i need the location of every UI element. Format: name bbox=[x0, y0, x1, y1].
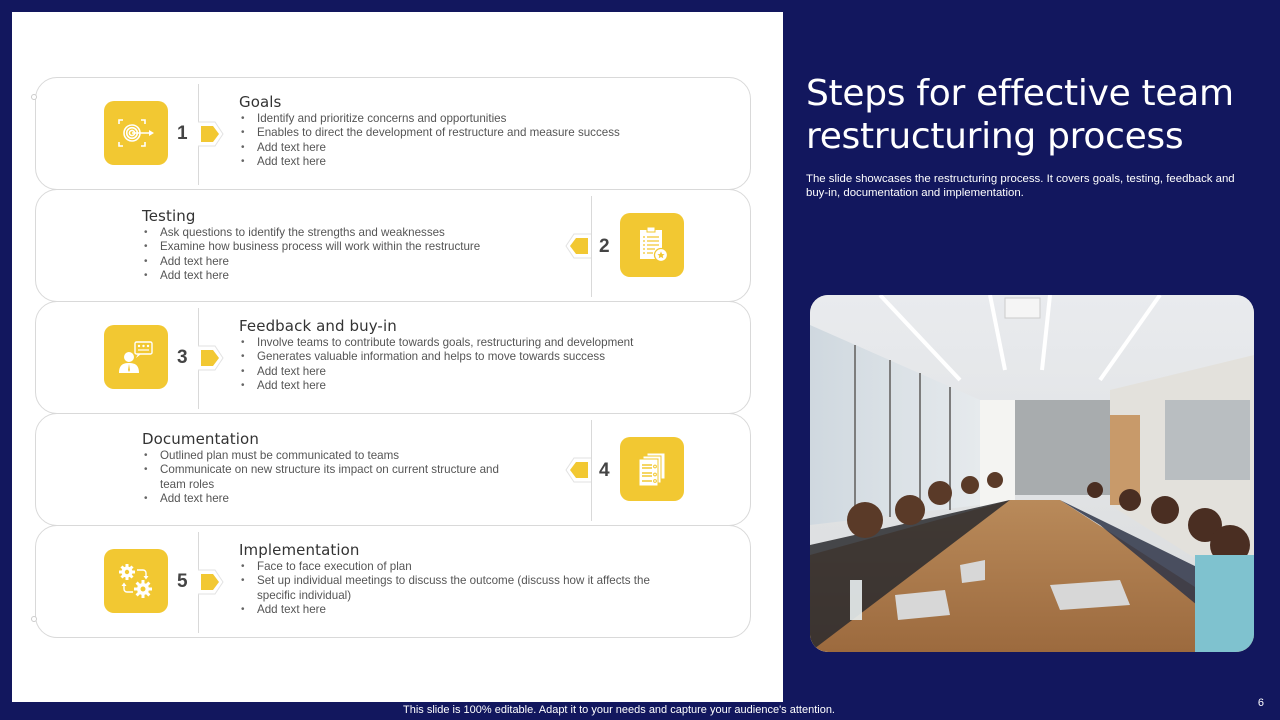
bullet: • Add text here bbox=[142, 269, 562, 283]
page-number: 6 bbox=[1257, 697, 1264, 709]
step-4-content bbox=[142, 430, 512, 506]
target-icon bbox=[115, 112, 157, 154]
step-title: Feedback and buy-in bbox=[239, 317, 397, 335]
arrow-left-tab bbox=[565, 457, 591, 483]
step-2-icon-box bbox=[620, 213, 684, 277]
step-2-content bbox=[142, 207, 562, 283]
step-title: Goals bbox=[239, 93, 282, 111]
documents-icon bbox=[631, 448, 673, 490]
step-title: Documentation bbox=[142, 430, 259, 448]
step-5-icon-box bbox=[104, 549, 168, 613]
bullet: • Add text here bbox=[239, 141, 719, 155]
bullet: • Add text here bbox=[239, 603, 659, 617]
step-3-icon-box bbox=[104, 325, 168, 389]
bullet-list bbox=[142, 449, 512, 506]
step-number: 5 bbox=[177, 571, 188, 592]
footer-text: This slide is 100% editable. Adapt it to your needs and capture your audience's attention. bbox=[403, 704, 835, 716]
step-title: Testing bbox=[142, 207, 196, 225]
meeting-room-image bbox=[810, 295, 1254, 652]
feedback-person-icon bbox=[115, 336, 157, 378]
bullet: • Add text here bbox=[239, 379, 719, 393]
arrow-right-tab bbox=[198, 121, 224, 147]
start-dot bbox=[31, 94, 37, 100]
step-number: 1 bbox=[177, 123, 188, 144]
bullet: • Add text here bbox=[142, 255, 562, 269]
clipboard-checklist-icon bbox=[631, 224, 673, 266]
meeting-photo bbox=[810, 295, 1254, 652]
bullet-list bbox=[239, 336, 719, 393]
slide-subtitle: The slide showcases the restructuring process. It covers goals, testing, feedback and buy-in, documentation and implementation. bbox=[806, 173, 1235, 200]
divider bbox=[591, 420, 592, 521]
divider bbox=[591, 196, 592, 297]
bullet: • Communicate on new structure its impact on current structure and team roles bbox=[142, 463, 512, 492]
bullet: • Add text here bbox=[239, 155, 719, 169]
arrow-right-tab bbox=[198, 569, 224, 595]
bullet: • Set up individual meetings to discuss the outcome (discuss how it affects the specific individual) bbox=[239, 574, 659, 603]
step-5-content bbox=[239, 541, 659, 617]
bullet-list bbox=[142, 226, 562, 283]
step-number: 2 bbox=[599, 236, 610, 257]
step-4-icon-box bbox=[620, 437, 684, 501]
end-dot bbox=[31, 616, 37, 622]
gears-cycle-icon bbox=[115, 560, 157, 602]
step-title: Implementation bbox=[239, 541, 360, 559]
step-1-icon-box bbox=[104, 101, 168, 165]
arrow-right-tab bbox=[198, 345, 224, 371]
bullet: • Involve teams to contribute towards goals, restructuring and development bbox=[239, 336, 719, 350]
footer-note bbox=[0, 702, 1280, 720]
bullet: • Face to face execution of plan bbox=[239, 560, 659, 574]
bullet: • Generates valuable information and helps to move towards success bbox=[239, 350, 719, 364]
bullet: • Examine how business process will work within the restructure bbox=[142, 240, 562, 254]
step-1-content bbox=[239, 93, 719, 169]
bullet-list bbox=[239, 112, 719, 169]
bullet: • Ask questions to identify the strengths and weaknesses bbox=[142, 226, 562, 240]
slide-title: Steps for effective team restructuring process bbox=[806, 73, 1234, 157]
arrow-left-tab bbox=[565, 233, 591, 259]
bullet: • Outlined plan must be communicated to teams bbox=[142, 449, 512, 463]
step-3-content bbox=[239, 317, 719, 393]
bullet: • Identify and prioritize concerns and opportunities bbox=[239, 112, 719, 126]
bullet-list bbox=[239, 560, 659, 617]
step-number: 3 bbox=[177, 347, 188, 368]
bullet: • Add text here bbox=[239, 365, 719, 379]
bullet: • Enables to direct the development of restructure and measure success bbox=[239, 126, 719, 140]
bullet: • Add text here bbox=[142, 492, 512, 506]
step-number: 4 bbox=[599, 460, 610, 481]
